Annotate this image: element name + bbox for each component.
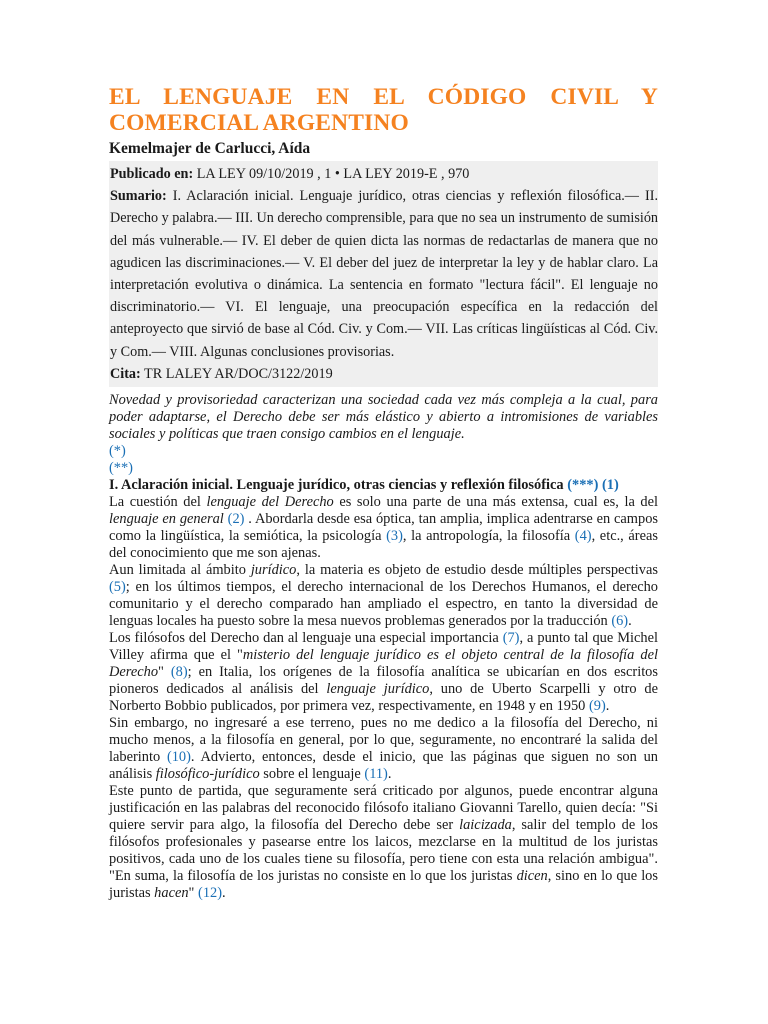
text: " xyxy=(158,664,171,681)
text: , etc., áreas del conocimiento que me son ajenas. xyxy=(109,528,658,562)
emphasis: jurídico xyxy=(250,562,297,579)
footnote-link[interactable]: (10) xyxy=(166,749,191,766)
text: La cuestión del xyxy=(109,494,207,511)
text: , salir del templo de los filósofos profesionales y pasearse entre los laicos, mezclarse en la multitud de los juristas positivos, cada uno de los cuales tiene su filosofía, pero tiene con esta una relación ambigua". "En suma, la filosofía de los juristas no consiste en lo que los juristas xyxy=(109,817,658,885)
text: Los filósofos del Derecho dan al lenguaje una especial importancia xyxy=(109,630,503,647)
text: , la antropología, la filosofía xyxy=(402,528,575,545)
emphasis: dicen xyxy=(516,868,548,885)
footnote-link[interactable]: (5) xyxy=(109,579,126,596)
text: , la materia es objeto de estudio desde múltiples perspectivas xyxy=(296,562,658,579)
paragraph-4 xyxy=(109,715,658,783)
footnote-link[interactable]: (9) xyxy=(588,698,606,715)
footnote-link[interactable]: (3) xyxy=(386,528,403,545)
paragraph-1 xyxy=(109,494,658,562)
published-line xyxy=(110,163,658,185)
footnote-link[interactable]: (7) xyxy=(502,630,520,647)
text: Aun limitada al ámbito xyxy=(109,562,251,579)
emphasis: hacen xyxy=(154,885,189,902)
cite-label: Cita: xyxy=(110,365,141,382)
article-body xyxy=(109,443,658,902)
article-title-line-1: EL LENGUAJE EN EL CÓDIGO CIVIL Y xyxy=(109,84,658,110)
paragraph-3 xyxy=(109,630,658,715)
note-link-2[interactable]: (**) xyxy=(109,460,133,477)
emphasis: filosófico-jurídico xyxy=(155,766,260,783)
published-label: Publicado en: xyxy=(110,166,194,182)
text: ; en Italia, los orígenes de la filosofía analítica se ubicarían en dos escritos pioneros dedicados al análisis del xyxy=(109,664,658,698)
footnote-link[interactable]: (8) xyxy=(170,664,188,681)
text: , uno de Uberto Scarpelli y otro de Norberto Bobbio publicados, por primera vez, respectivamente, en 1948 y en 1950 xyxy=(109,681,658,715)
emphasis: lenguaje jurídico xyxy=(326,681,430,698)
emphasis: lenguaje del Derecho xyxy=(206,494,334,511)
text: sobre el lenguaje xyxy=(259,766,365,783)
intro-abstract: Novedad y provisoriedad caracterizan una sociedad cada vez más compleja a la cual, para poder adaptarse, el Derecho debe ser más elástico y abierto a intromisiones de variables sociales y políticas que traen consigo cambios en el lenguaje. xyxy=(109,392,658,443)
footnote-link[interactable]: (2) xyxy=(227,511,245,528)
section-heading-text: I. Aclaración inicial. Lenguaje jurídico, otras ciencias y reflexión filosófica xyxy=(109,477,564,494)
text: ; en los últimos tiempos, el derecho internacional de los Derechos Humanos, el derecho comunitario y el derecho comparado han ampliado el espectro, en tanto la diversidad de lenguas locales ha puesto sobre la mesa nuevos problemas generados por la traducción xyxy=(109,579,658,630)
cite-value: TR LALEY AR/DOC/3122/2019 xyxy=(144,365,333,382)
metadata-box xyxy=(109,161,658,387)
text: , sino en lo que los juristas xyxy=(109,868,658,902)
text: Este punto de partida, que seguramente será criticado por algunos, puede encontrar alguna justificación en las palabras del reconocido filósofo italiano Giovanni Tarello, quien decía: "Si quiere servir para algo, la filosofía del Derecho debe ser xyxy=(109,783,658,834)
text: Sin embargo, no ingresaré a ese terreno, pues no me dedico a la filosofía del Derecho, ni mucho menos, a la filosofía en general, por lo que, seguramente, no encontraré la salida del laberinto xyxy=(109,715,658,766)
article-title xyxy=(109,84,658,136)
paragraph-2 xyxy=(109,562,658,630)
summary-line xyxy=(110,185,658,363)
note-link-1[interactable]: (*) xyxy=(109,443,126,460)
summary-value: I. Aclaración inicial. Lenguaje jurídico, otras ciencias y reflexión filosófica.— II. Derecho y palabra.— III. Un derecho comprensible, para que no sea un instrumento de sumisión del más vulnerable.— IV. El deber de quien dicta las normas de redactarlas de manera que no agudicen las discriminaciones.— V. El deber del juez de interpretar la ley y de hablar claro. La interpretación evolutiva o dinámica. La sentencia en formato "lectura fácil". El lenguaje no discriminatorio.— VI. El lenguaje, una preocupación específica en la redacción del anteproyecto que sirvió de base al Cód. Civ. y Com.— VII. Las críticas lingüísticas al Cód. Civ. y Com.— VIII. Algunas conclusiones provisorias. xyxy=(110,188,659,360)
article-title-line-2: COMERCIAL ARGENTINO xyxy=(109,110,409,136)
cite-line xyxy=(110,363,658,385)
text: . xyxy=(628,613,632,630)
footnote-link[interactable]: (6) xyxy=(611,613,629,630)
footnote-link[interactable]: (4) xyxy=(574,528,592,545)
footnote-link[interactable]: (11) xyxy=(364,766,388,783)
published-value: LA LEY 09/10/2019 , 1 • LA LEY 2019-E , 970 xyxy=(196,166,470,182)
text: . xyxy=(605,698,610,715)
text: . Abordarla desde esa óptica, tan amplia, implica adentrarse en campos como la lingüística, la semiótica, la psicología xyxy=(109,511,658,545)
emphasis: misterio del lenguaje jurídico es el objeto central de la filosofía del Derecho xyxy=(109,647,658,681)
footnote-link[interactable]: (***) xyxy=(567,477,599,494)
summary-label: Sumario: xyxy=(110,188,167,205)
section-heading xyxy=(109,477,658,494)
footnote-link[interactable]: (1) xyxy=(601,477,619,494)
text: " xyxy=(188,885,199,902)
emphasis: laicizada xyxy=(459,817,512,834)
text: . xyxy=(387,766,392,783)
text: . Advierto, entonces, desde el inicio, que las páginas que siguen no son un análisis xyxy=(109,749,658,783)
text: , a punto tal que Michel Villey afirma que el " xyxy=(109,630,658,664)
text: . xyxy=(222,885,226,902)
text: es solo una parte de una más extensa, cual es, la del xyxy=(333,494,658,511)
footnote-link[interactable]: (12) xyxy=(198,885,223,902)
emphasis: lenguaje en general xyxy=(109,511,224,528)
paragraph-5 xyxy=(109,783,658,902)
author-name: Kemelmajer de Carlucci, Aída xyxy=(109,140,311,157)
